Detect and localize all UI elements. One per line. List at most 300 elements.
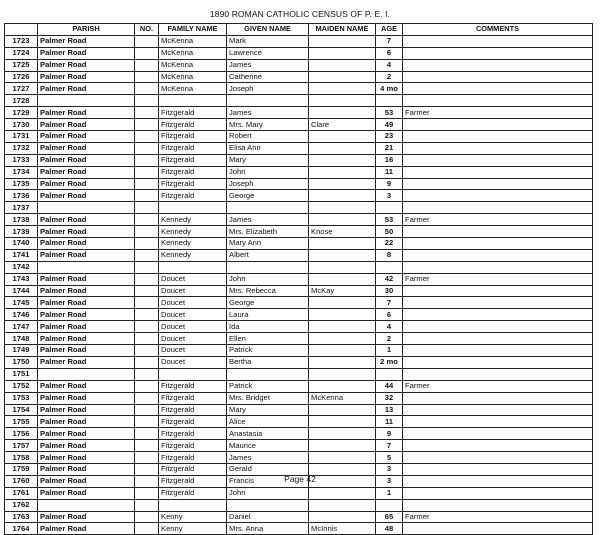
cell-comments: [403, 142, 593, 154]
cell-age: 23: [376, 131, 403, 143]
cell-comments: Farmer: [403, 380, 593, 392]
table-row: [5, 178, 593, 190]
cell-comments: [403, 95, 593, 107]
cell-parish: Palmer Road: [38, 285, 135, 297]
cell-family-name: Doucet: [159, 356, 227, 368]
cell-comments: [403, 309, 593, 321]
cell-parish: Palmer Road: [38, 273, 135, 285]
cell-family-name: McKenna: [159, 71, 227, 83]
cell-comments: [403, 487, 593, 499]
cell-comments: [403, 345, 593, 357]
cell-given-name: Francis: [227, 475, 309, 487]
cell-age: 21: [376, 142, 403, 154]
cell-given-name: Mrs. Mary: [227, 119, 309, 131]
cell-parish: Palmer Road: [38, 356, 135, 368]
table-row: [5, 523, 593, 535]
cell-age: 6: [376, 309, 403, 321]
table-row: [5, 83, 593, 95]
cell-record-number: 1728: [5, 95, 38, 107]
cell-record-number: 1752: [5, 380, 38, 392]
cell-comments: Farmer: [403, 214, 593, 226]
cell-given-name: John: [227, 166, 309, 178]
cell-record-number: 1754: [5, 404, 38, 416]
cell-record-number: 1740: [5, 238, 38, 250]
cell-maiden-name: [309, 345, 376, 357]
cell-record-number: 1750: [5, 356, 38, 368]
table-row: [5, 499, 593, 511]
cell-family-name: Doucet: [159, 333, 227, 345]
cell-record-number: 1730: [5, 119, 38, 131]
cell-record-number: 1755: [5, 416, 38, 428]
cell-given-name: James: [227, 107, 309, 119]
cell-parish: Palmer Road: [38, 59, 135, 71]
cell-record-number: 1729: [5, 107, 38, 119]
cell-age: 3: [376, 463, 403, 475]
cell-given-name: Mrs. Anna: [227, 523, 309, 535]
cell-comments: [403, 131, 593, 143]
cell-parish: Palmer Road: [38, 297, 135, 309]
cell-given-name: Mary: [227, 404, 309, 416]
cell-record-number: 1737: [5, 202, 38, 214]
cell-maiden-name: [309, 380, 376, 392]
cell-given-name: Ida: [227, 321, 309, 333]
cell-family-name: [159, 261, 227, 273]
cell-given-name: [227, 261, 309, 273]
cell-parish: Palmer Road: [38, 71, 135, 83]
cell-age: 11: [376, 416, 403, 428]
cell-comments: [403, 261, 593, 273]
cell-household-number: [135, 95, 159, 107]
cell-maiden-name: [309, 71, 376, 83]
cell-comments: [403, 226, 593, 238]
cell-family-name: Fitzgerald: [159, 107, 227, 119]
cell-family-name: [159, 499, 227, 511]
cell-given-name: Bertha: [227, 356, 309, 368]
cell-parish: [38, 95, 135, 107]
cell-comments: [403, 285, 593, 297]
cell-comments: [403, 368, 593, 380]
cell-maiden-name: [309, 249, 376, 261]
cell-family-name: Kennedy: [159, 226, 227, 238]
table-row: [5, 333, 593, 345]
cell-given-name: Albert: [227, 249, 309, 261]
cell-parish: Palmer Road: [38, 523, 135, 535]
cell-record-number: 1734: [5, 166, 38, 178]
cell-household-number: [135, 309, 159, 321]
cell-family-name: Fitzgerald: [159, 154, 227, 166]
cell-given-name: Catherine: [227, 71, 309, 83]
cell-record-number: 1762: [5, 499, 38, 511]
cell-comments: [403, 333, 593, 345]
cell-household-number: [135, 321, 159, 333]
cell-parish: Palmer Road: [38, 154, 135, 166]
cell-age: [376, 368, 403, 380]
cell-age: 4 mo: [376, 83, 403, 95]
cell-household-number: [135, 499, 159, 511]
cell-age: 11: [376, 166, 403, 178]
cell-comments: [403, 356, 593, 368]
cell-record-number: 1761: [5, 487, 38, 499]
cell-household-number: [135, 511, 159, 523]
cell-family-name: Doucet: [159, 297, 227, 309]
table-row: [5, 249, 593, 261]
cell-age: 2: [376, 333, 403, 345]
cell-family-name: Doucet: [159, 285, 227, 297]
cell-household-number: [135, 238, 159, 250]
cell-household-number: [135, 345, 159, 357]
cell-given-name: Daniel: [227, 511, 309, 523]
cell-age: [376, 202, 403, 214]
cell-family-name: Fitzgerald: [159, 487, 227, 499]
cell-given-name: Anastasia: [227, 428, 309, 440]
cell-record-number: 1743: [5, 273, 38, 285]
cell-maiden-name: [309, 166, 376, 178]
cell-parish: [38, 368, 135, 380]
cell-comments: [403, 392, 593, 404]
cell-record-number: 1746: [5, 309, 38, 321]
cell-comments: [403, 202, 593, 214]
cell-given-name: Laura: [227, 309, 309, 321]
cell-maiden-name: [309, 95, 376, 107]
cell-record-number: 1738: [5, 214, 38, 226]
cell-record-number: 1723: [5, 35, 38, 47]
cell-age: [376, 261, 403, 273]
cell-given-name: Joseph: [227, 83, 309, 95]
cell-given-name: Patrick: [227, 380, 309, 392]
cell-household-number: [135, 226, 159, 238]
cell-age: 9: [376, 428, 403, 440]
table-header-row: [5, 24, 593, 36]
cell-comments: [403, 71, 593, 83]
cell-age: 4: [376, 321, 403, 333]
cell-household-number: [135, 83, 159, 95]
cell-maiden-name: [309, 499, 376, 511]
cell-age: 53: [376, 107, 403, 119]
cell-age: 50: [376, 226, 403, 238]
cell-maiden-name: Knose: [309, 226, 376, 238]
cell-given-name: James: [227, 452, 309, 464]
cell-family-name: Fitzgerald: [159, 463, 227, 475]
cell-parish: Palmer Road: [38, 321, 135, 333]
cell-comments: [403, 47, 593, 59]
cell-given-name: [227, 202, 309, 214]
cell-given-name: John: [227, 273, 309, 285]
cell-parish: Palmer Road: [38, 392, 135, 404]
cell-maiden-name: [309, 487, 376, 499]
table-row: [5, 95, 593, 107]
cell-parish: Palmer Road: [38, 463, 135, 475]
cell-record-number: 1735: [5, 178, 38, 190]
cell-parish: Palmer Road: [38, 35, 135, 47]
cell-parish: Palmer Road: [38, 142, 135, 154]
cell-household-number: [135, 261, 159, 273]
table-row: [5, 392, 593, 404]
cell-age: 2: [376, 71, 403, 83]
column-header-family-name: FAMILY NAME: [159, 24, 227, 36]
cell-family-name: Fitzgerald: [159, 190, 227, 202]
cell-maiden-name: [309, 178, 376, 190]
cell-age: [376, 95, 403, 107]
cell-parish: Palmer Road: [38, 119, 135, 131]
cell-household-number: [135, 404, 159, 416]
cell-maiden-name: [309, 511, 376, 523]
cell-maiden-name: [309, 154, 376, 166]
cell-age: 6: [376, 47, 403, 59]
cell-maiden-name: [309, 368, 376, 380]
cell-age: 4: [376, 59, 403, 71]
cell-family-name: Doucet: [159, 321, 227, 333]
cell-parish: Palmer Road: [38, 47, 135, 59]
cell-age: 13: [376, 404, 403, 416]
cell-household-number: [135, 214, 159, 226]
cell-household-number: [135, 297, 159, 309]
column-header-parish: PARISH: [38, 24, 135, 36]
cell-maiden-name: [309, 261, 376, 273]
cell-maiden-name: McKay: [309, 285, 376, 297]
cell-given-name: Mary: [227, 154, 309, 166]
cell-household-number: [135, 47, 159, 59]
cell-family-name: Doucet: [159, 345, 227, 357]
cell-household-number: [135, 333, 159, 345]
cell-family-name: Kenny: [159, 523, 227, 535]
cell-age: 49: [376, 119, 403, 131]
cell-maiden-name: [309, 238, 376, 250]
cell-record-number: 1742: [5, 261, 38, 273]
column-header-age: AGE: [376, 24, 403, 36]
cell-given-name: Joseph: [227, 178, 309, 190]
table-row: [5, 440, 593, 452]
cell-age: 1: [376, 487, 403, 499]
table-row: [5, 261, 593, 273]
cell-family-name: Fitzgerald: [159, 475, 227, 487]
column-header-comments: COMMENTS: [403, 24, 593, 36]
census-table: [4, 23, 593, 535]
column-header-given-name: GIVEN NAME: [227, 24, 309, 36]
cell-family-name: [159, 202, 227, 214]
cell-comments: [403, 321, 593, 333]
cell-record-number: 1756: [5, 428, 38, 440]
cell-household-number: [135, 487, 159, 499]
cell-parish: Palmer Road: [38, 404, 135, 416]
cell-record-number: 1741: [5, 249, 38, 261]
column-header-maiden-name: MAIDEN NAME: [309, 24, 376, 36]
cell-maiden-name: [309, 309, 376, 321]
cell-parish: Palmer Road: [38, 345, 135, 357]
table-row: [5, 380, 593, 392]
cell-parish: [38, 261, 135, 273]
cell-given-name: James: [227, 59, 309, 71]
cell-record-number: 1748: [5, 333, 38, 345]
cell-given-name: [227, 499, 309, 511]
cell-maiden-name: [309, 404, 376, 416]
cell-given-name: Mark: [227, 35, 309, 47]
cell-household-number: [135, 202, 159, 214]
cell-age: 30: [376, 285, 403, 297]
cell-given-name: Elisa Ann: [227, 142, 309, 154]
table-row: [5, 35, 593, 47]
table-row: [5, 59, 593, 71]
cell-household-number: [135, 452, 159, 464]
cell-maiden-name: McInnis: [309, 523, 376, 535]
cell-comments: [403, 404, 593, 416]
cell-age: 16: [376, 154, 403, 166]
cell-record-number: 1733: [5, 154, 38, 166]
cell-record-number: 1763: [5, 511, 38, 523]
cell-age: 3: [376, 190, 403, 202]
cell-record-number: 1724: [5, 47, 38, 59]
cell-age: 22: [376, 238, 403, 250]
table-row: [5, 47, 593, 59]
cell-age: 48: [376, 523, 403, 535]
cell-record-number: 1759: [5, 463, 38, 475]
cell-maiden-name: McKenna: [309, 392, 376, 404]
cell-household-number: [135, 428, 159, 440]
cell-maiden-name: [309, 333, 376, 345]
cell-given-name: James: [227, 214, 309, 226]
cell-parish: Palmer Road: [38, 249, 135, 261]
table-row: [5, 226, 593, 238]
cell-maiden-name: [309, 214, 376, 226]
cell-parish: Palmer Road: [38, 333, 135, 345]
cell-given-name: John: [227, 487, 309, 499]
cell-age: 2 mo: [376, 356, 403, 368]
column-header-record: [5, 24, 38, 36]
table-row: [5, 345, 593, 357]
cell-record-number: 1751: [5, 368, 38, 380]
cell-household-number: [135, 131, 159, 143]
cell-comments: Farmer: [403, 511, 593, 523]
cell-age: 44: [376, 380, 403, 392]
table-row: [5, 428, 593, 440]
cell-record-number: 1760: [5, 475, 38, 487]
cell-comments: [403, 190, 593, 202]
cell-given-name: George: [227, 190, 309, 202]
table-row: [5, 119, 593, 131]
cell-maiden-name: [309, 131, 376, 143]
cell-parish: Palmer Road: [38, 380, 135, 392]
cell-parish: Palmer Road: [38, 428, 135, 440]
cell-comments: [403, 452, 593, 464]
cell-comments: [403, 416, 593, 428]
cell-parish: [38, 202, 135, 214]
cell-given-name: [227, 368, 309, 380]
cell-family-name: Fitzgerald: [159, 392, 227, 404]
table-row: [5, 107, 593, 119]
table-row: [5, 356, 593, 368]
cell-given-name: Gerald: [227, 463, 309, 475]
cell-parish: Palmer Road: [38, 131, 135, 143]
cell-given-name: [227, 95, 309, 107]
table-row: [5, 309, 593, 321]
cell-parish: Palmer Road: [38, 107, 135, 119]
cell-record-number: 1725: [5, 59, 38, 71]
cell-record-number: 1731: [5, 131, 38, 143]
document-title: 1890 ROMAN CATHOLIC CENSUS OF P. E. I.: [209, 9, 391, 19]
cell-family-name: Kenny: [159, 511, 227, 523]
table-row: [5, 273, 593, 285]
cell-comments: [403, 297, 593, 309]
table-row: [5, 404, 593, 416]
cell-maiden-name: [309, 428, 376, 440]
cell-parish: Palmer Road: [38, 452, 135, 464]
cell-age: 7: [376, 297, 403, 309]
cell-comments: Farmer: [403, 107, 593, 119]
cell-parish: Palmer Road: [38, 475, 135, 487]
table-row: [5, 285, 593, 297]
cell-given-name: Maurice: [227, 440, 309, 452]
cell-household-number: [135, 285, 159, 297]
cell-family-name: Fitzgerald: [159, 178, 227, 190]
cell-parish: Palmer Road: [38, 511, 135, 523]
cell-age: 5: [376, 452, 403, 464]
cell-family-name: Fitzgerald: [159, 166, 227, 178]
cell-household-number: [135, 440, 159, 452]
cell-given-name: Lawrence: [227, 47, 309, 59]
cell-maiden-name: [309, 83, 376, 95]
table-row: [5, 452, 593, 464]
cell-household-number: [135, 368, 159, 380]
cell-maiden-name: [309, 59, 376, 71]
cell-maiden-name: [309, 190, 376, 202]
cell-record-number: 1744: [5, 285, 38, 297]
cell-family-name: [159, 368, 227, 380]
cell-record-number: 1749: [5, 345, 38, 357]
cell-given-name: Robert: [227, 131, 309, 143]
cell-family-name: Kennedy: [159, 238, 227, 250]
cell-family-name: Fitzgerald: [159, 142, 227, 154]
cell-household-number: [135, 119, 159, 131]
cell-comments: [403, 178, 593, 190]
page-number: Page 42: [284, 474, 316, 484]
cell-family-name: Fitzgerald: [159, 440, 227, 452]
cell-family-name: Fitzgerald: [159, 416, 227, 428]
cell-maiden-name: [309, 35, 376, 47]
cell-record-number: 1739: [5, 226, 38, 238]
cell-family-name: Doucet: [159, 273, 227, 285]
table-row: [5, 202, 593, 214]
cell-parish: Palmer Road: [38, 190, 135, 202]
cell-given-name: Mrs. Rebecca: [227, 285, 309, 297]
cell-age: 1: [376, 345, 403, 357]
cell-parish: Palmer Road: [38, 166, 135, 178]
cell-maiden-name: [309, 142, 376, 154]
cell-record-number: 1747: [5, 321, 38, 333]
column-header-no: NO.: [135, 24, 159, 36]
cell-comments: [403, 523, 593, 535]
cell-household-number: [135, 523, 159, 535]
cell-household-number: [135, 35, 159, 47]
table-row: [5, 166, 593, 178]
cell-parish: [38, 499, 135, 511]
cell-family-name: McKenna: [159, 59, 227, 71]
cell-age: 42: [376, 273, 403, 285]
cell-age: [376, 499, 403, 511]
cell-family-name: McKenna: [159, 35, 227, 47]
cell-family-name: Fitzgerald: [159, 380, 227, 392]
cell-parish: Palmer Road: [38, 416, 135, 428]
table-row: [5, 214, 593, 226]
cell-maiden-name: [309, 273, 376, 285]
table-row: [5, 142, 593, 154]
cell-given-name: Alice: [227, 416, 309, 428]
cell-parish: Palmer Road: [38, 226, 135, 238]
cell-age: 7: [376, 440, 403, 452]
cell-record-number: 1726: [5, 71, 38, 83]
cell-household-number: [135, 59, 159, 71]
cell-maiden-name: [309, 416, 376, 428]
cell-comments: [403, 238, 593, 250]
cell-family-name: McKenna: [159, 83, 227, 95]
